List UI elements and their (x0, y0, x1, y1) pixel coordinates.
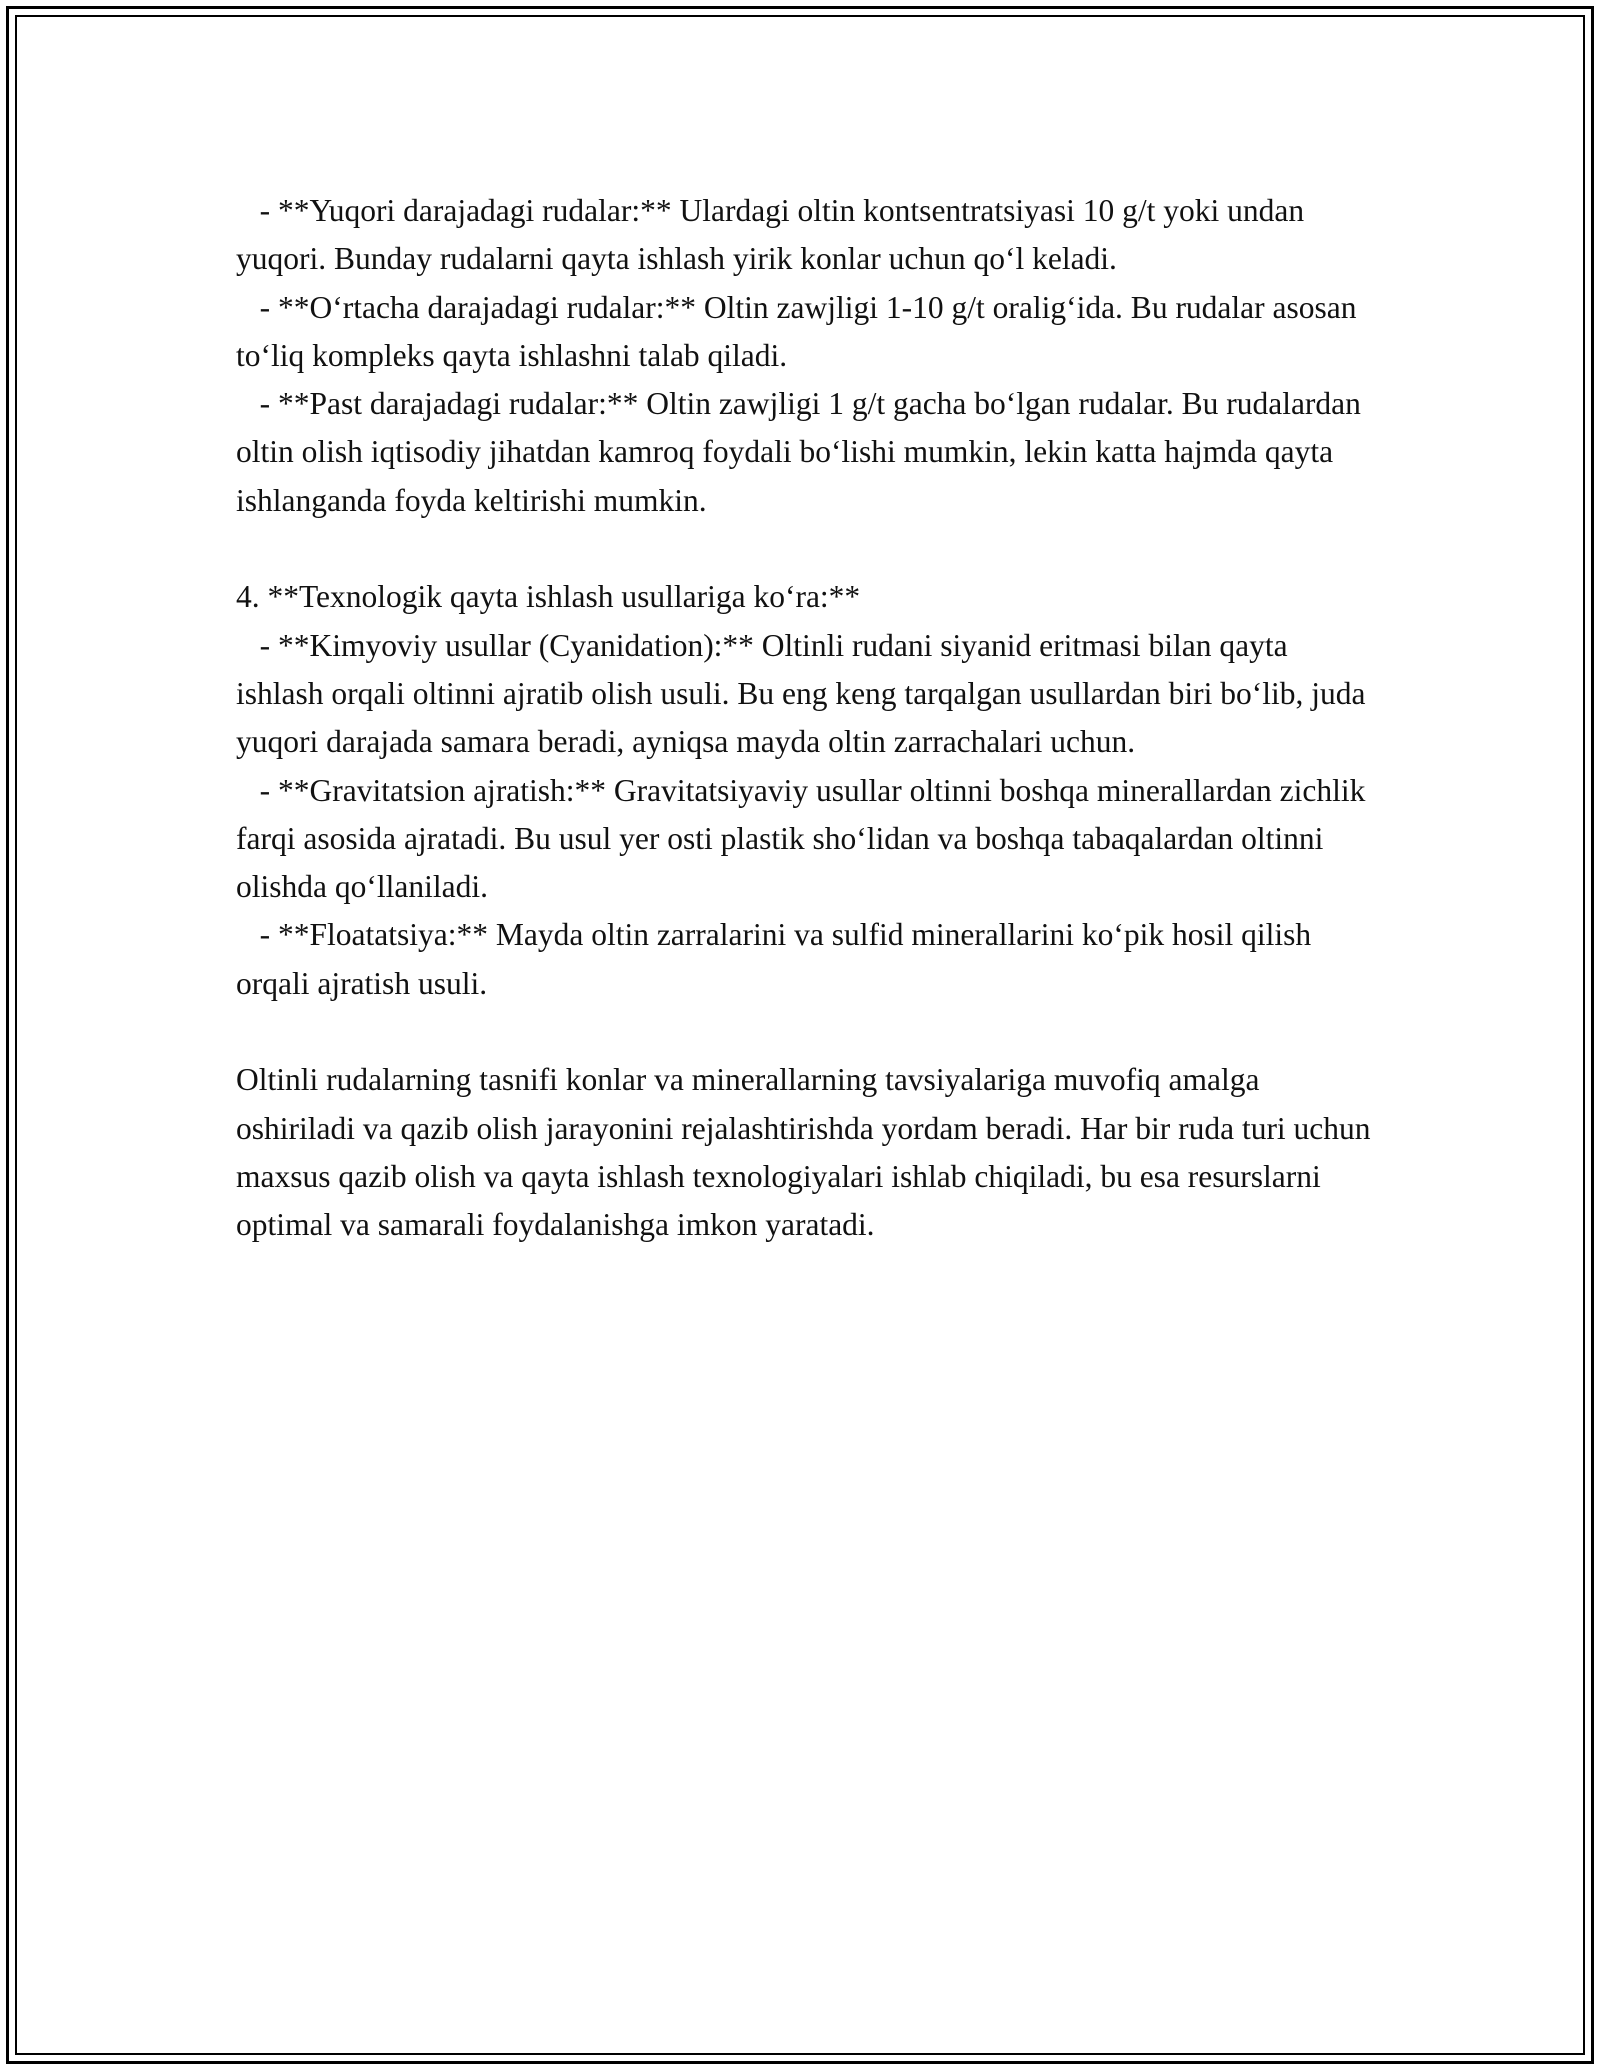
list-item-flotation: - **Floatatsiya:** Mayda oltin zarralarini va sulfid minerallarini ko‘pik hosil qilish orqali ajratish usuli. (236, 917, 1320, 1001)
paragraph-spacer (236, 525, 1376, 573)
section-heading-processing-methods: 4. **Texnologik qayta ishlash usullariga ko‘ra:** (236, 579, 861, 615)
list-item-cyanidation: - **Kimyoviy usullar (Cyanidation):** Oltinli rudani siyanid eritmasi bilan qayta ishlash orqali oltinni ajratib olish usuli. Bu eng keng tarqalgan usullardan biri bo‘lib, juda yuqori darajada samara beradi, ayniqsa mayda oltin zarrachalari uchun. (236, 627, 1374, 760)
list-item-low-grade-ores: - **Past darajadagi rudalar:** Oltin zawjligi 1 g/t gacha bo‘lgan rudalar. Bu rudalardan oltin olish iqtisodiy jihatdan kamroq foydali bo‘lishi mumkin, lekin katta hajmda qayta ishlanganda foyda keltirishi mumkin. (236, 386, 1369, 518)
conclusion-paragraph: Oltinli rudalarning tasnifi konlar va minerallarning tavsiyalariga muvofiq amalga oshiriladi va qazib olish jarayonini rejalashtirishda yordam beradi. Har bir ruda turi uchun maxsus qazib olish va qayta ishlash texnologiyalari ishlab chiqiladi, bu esa resurslarni optimal va samarali foydalanishga imkon yaratadi. (236, 1062, 1379, 1243)
list-item-medium-grade-ores: - **O‘rtacha darajadagi rudalar:** Oltin zawjligi 1-10 g/t oralig‘ida. Bu rudalar asosan to‘liq kompleks qayta ishlashni talab qiladi. (236, 289, 1365, 373)
paragraph-spacer (236, 1008, 1376, 1056)
list-item-gravity-separation: - **Gravitatsion ajratish:** Gravitatsiyaviy usullar oltinni boshqa minerallardan zichlik farqi asosida ajratadi. Bu usul yer osti plastik sho‘lidan va boshqa tabaqalardan oltinni olishda qo‘llaniladi. (236, 772, 1374, 905)
list-item-high-grade-ores: - **Yuqori darajadagi rudalar:** Ulardagi oltin kontsentratsiyasi 10 g/t yoki undan yuqori. Bunday rudalarni qayta ishlash yirik konlar uchun qo‘l keladi. (236, 193, 1313, 277)
document-body (236, 187, 1379, 1250)
